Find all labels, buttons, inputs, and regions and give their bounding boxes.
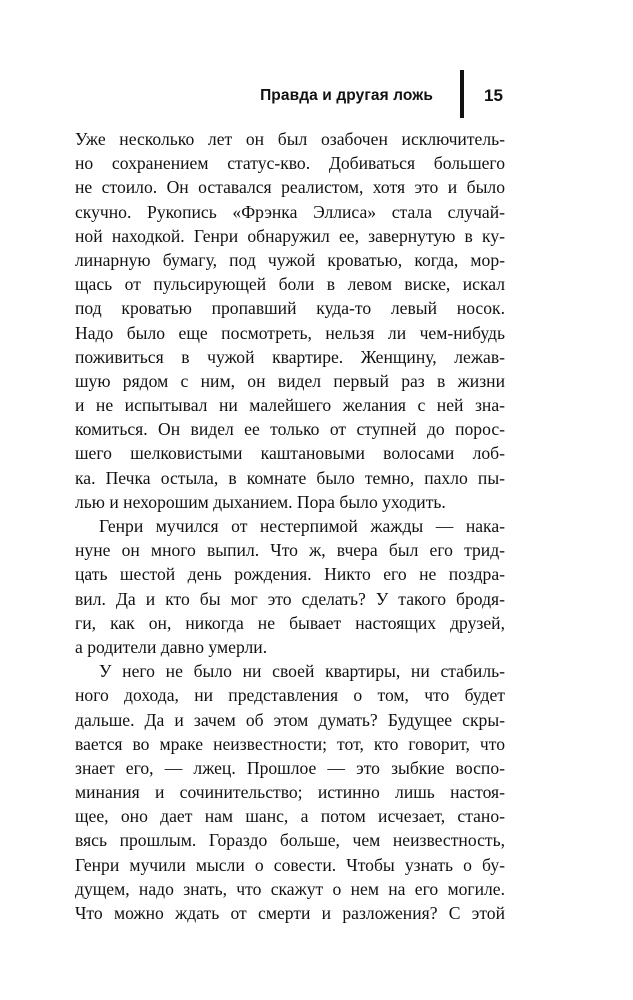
text-line: щее, оно дает нам шанс, а потом исчезает, стано- [75,806,505,827]
text-line: скучно. Рукопись «Фрэнка Эллиса» стала случай- [75,201,505,222]
text-line: цать шестой день рождения. Никто его не поздра- [75,564,505,585]
page-number: 15 [484,86,503,105]
text-line: Уже несколько лет он был озабочен исключитель- [75,129,505,149]
text-line: и не испытывал ни малейшего желания с ней зна- [75,395,505,416]
text-line: минания и сочинительство; истинно лишь настоя- [75,782,505,803]
text-line: дальше. Да и зачем об этом думать? Будущее скры- [75,709,505,730]
text-line: Генри мучился от нестерпимой жажды — нака- [99,516,505,536]
text-line: знает его, — лжец. Прошлое — это зыбкие воспо- [75,757,505,778]
text-line: вается во мраке неизвестности; тот, кто говорит, что [75,733,505,754]
running-header [0,70,633,120]
text-line: лью и нехорошим дыханием. Пора было уходить. [75,491,446,512]
text-line: нуне он много выпил. Что ж, вчера был его трид- [75,540,505,561]
body-text [75,127,505,925]
text-line: но сохранением статус-кво. Добиваться большего [75,153,505,174]
text-line: ного дохода, ни представления о том, что будет [75,685,505,706]
text-line: вил. Да и кто бы мог это сделать? У такого бродя- [75,588,505,609]
text-line: шего шелковистыми каштановыми волосами лоб- [75,443,505,464]
text-line: Генри мучили мысли о совести. Чтобы узнать о бу- [75,854,505,875]
text-line: а родители давно умерли. [75,636,268,657]
text-line: вясь прошлым. Гораздо больше, чем неизвестность, [75,830,505,851]
text-line: ной находкой. Генри обнаружил ее, завернутую в ку- [75,225,505,246]
text-line: Что можно ждать от смерти и разложения? С этой [75,903,505,923]
text-line: ги, как он, никогда не бывает настоящих друзей, [75,612,505,633]
text-line: не стоило. Он оставался реалистом, хотя это и было [75,177,505,198]
text-line: Надо было еще посмотреть, нельзя ли чем-нибудь [75,322,505,343]
text-line: щась от пульсирующей боли в левом виске, искал [75,274,505,295]
header-divider [460,70,464,118]
text-line: шую рядом с ним, он видел первый раз в жизни [75,370,505,391]
text-line: поживиться в чужой квартире. Женщину, лежав- [75,346,505,367]
text-line: под кроватью пропавший куда-то левый носок. [75,298,505,319]
text-line: У него не было ни своей квартиры, ни стабиль- [99,661,505,682]
text-line: комиться. Он видел ее только от ступней до порос- [75,419,505,440]
text-line: линарную бумагу, под чужой кроватью, когда, мор- [75,249,505,270]
running-title: Правда и другая ложь [260,87,433,104]
text-line: дущем, надо знать, что скажут о нем на его могиле. [75,878,505,899]
text-line: ка. Печка остыла, в комнате было темно, пахло пы- [75,467,505,488]
